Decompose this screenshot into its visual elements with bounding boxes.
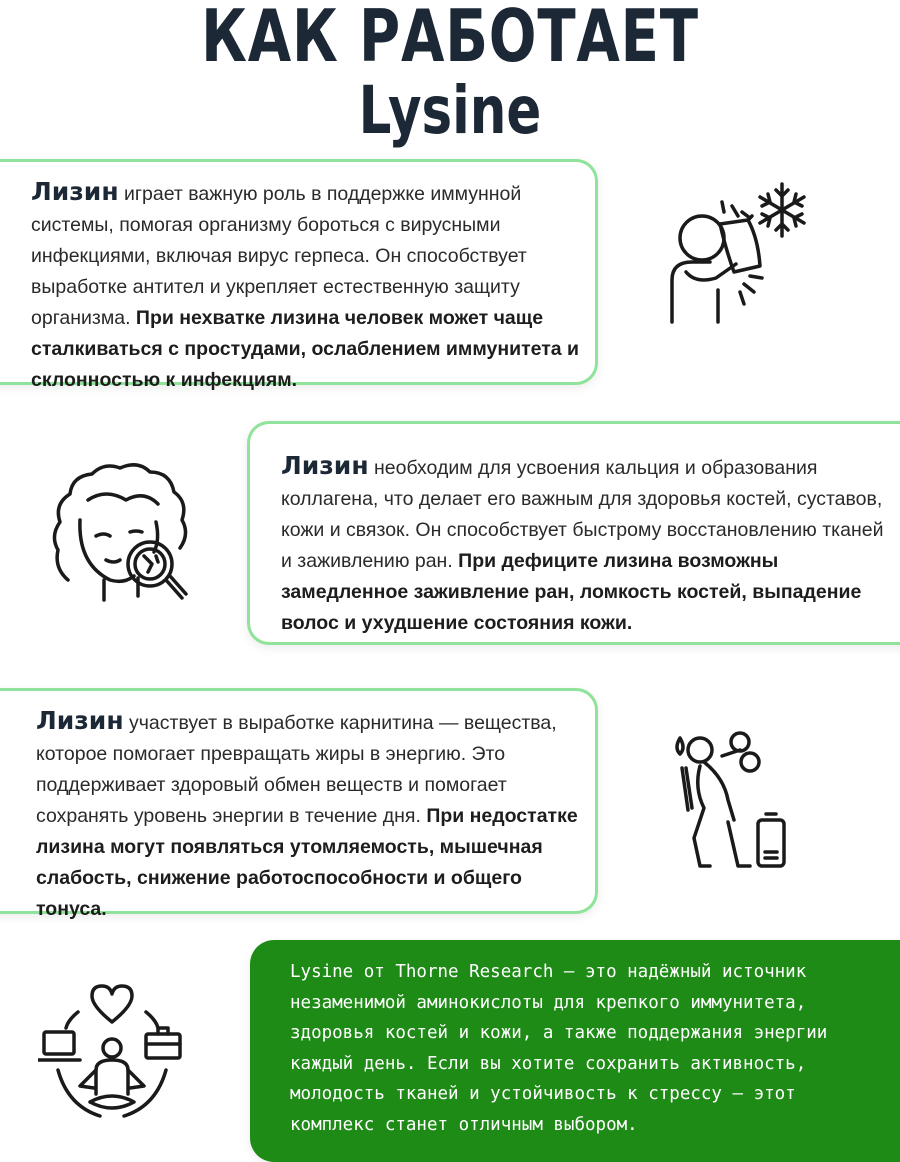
- card-bold: При дефиците лизина возможны замедленное заживление ран, ломкость костей, выпадение волос и ухудшение состояния кожи.: [281, 550, 862, 634]
- card-body: необходим для усвоения кальция и образования коллагена, что делает его важным для здоровья костей, суставов, кожи и связок. Он способствует быстрому восстановлению тканей и заживлению ран.: [281, 457, 884, 572]
- meditation-balance-icon: [38, 982, 186, 1122]
- card-body: играет важную роль в поддержке иммунной системы, помогая организму бороться с вирусными инфекциями, включая вирус герпеса. Он способствует выработке антител и укрепляет естественную защиту организма.: [31, 183, 527, 329]
- card-text-bones-skin: [281, 450, 896, 639]
- sneezing-person-snowflake-icon: [662, 180, 814, 328]
- card-text-energy: [36, 705, 596, 925]
- card-bold: При нехватке лизина человек может чаще сталкиваться с простудами, ослаблением иммунитета и склонностью к инфекциям.: [31, 307, 580, 391]
- card-bold: При недостатке лизина могут появляться утомляемость, мышечная слабость, снижение работоспособности и общего тонуса.: [36, 805, 578, 920]
- page-title-line2: Lysine: [358, 72, 542, 149]
- card-lead: Лизин: [281, 451, 369, 480]
- summary-text: Lysine от Thorne Research — это надёжный источник незаменимой аминокислоты для крепкого иммунитета, здоровья костей и кожи, а также поддержания энергии каждый день. Если вы хотите сохранить активность, молодость тканей и устойчивость к стрессу — этот комплекс станет отличным выбором.: [290, 962, 828, 1135]
- page-title-line1: КАК РАБОТАЕТ: [201, 0, 699, 78]
- face-magnifier-icon: [48, 460, 193, 608]
- card-lead: Лизин: [31, 177, 119, 206]
- card-body: участвует в выработке карнитина — вещества, которое помогает превращать жиры в энергию. Это поддерживает здоровый обмен веществ и помогает сохранять уровень энергии в течение дня.: [36, 712, 557, 827]
- card-lead: Лизин: [36, 706, 124, 735]
- tired-person-battery-icon: [664, 728, 794, 874]
- card-text-immunity: [31, 176, 591, 396]
